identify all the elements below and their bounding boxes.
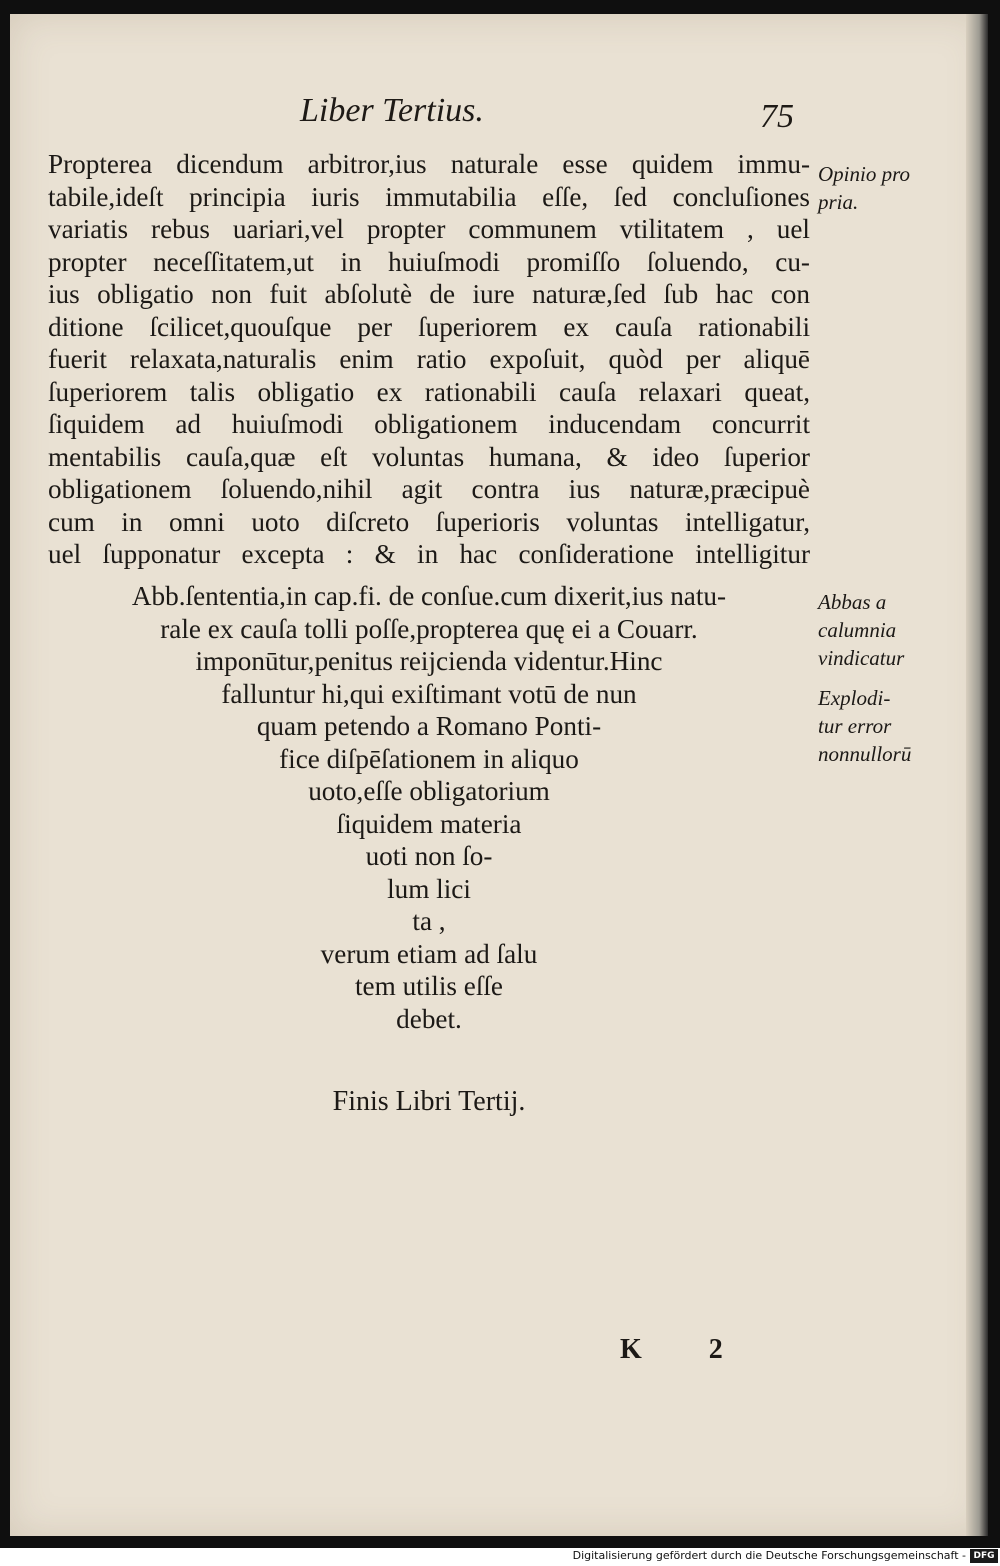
text-line: variatis rebus uariari,vel propter communem vtilitatem , uel: [48, 214, 810, 244]
taper-line: verum etiam ad ſalu: [320, 938, 538, 969]
taper-line: lum lici: [387, 873, 471, 904]
text-line: obligationem ſoluendo,nihil agit contra ius naturæ,præcipuè: [48, 474, 810, 504]
margin-note-line: vindicatur: [818, 646, 905, 670]
dfg-logo: DFG: [970, 1549, 998, 1563]
text-line: fuerit relaxata,naturalis enim ratio expoſuit, quòd per aliquē: [48, 344, 810, 374]
finis-line: Finis Libri Tertij.: [332, 1086, 526, 1117]
taper-line: ta ,: [412, 906, 446, 936]
page-edge: [966, 14, 988, 1536]
digitization-credit: Digitalisierung gefördert durch die Deutsche Forschungsgemeinschaft -: [572, 1549, 966, 1562]
taper-line: rale ex cauſa tolli poſſe,propterea quę ei a Couarr.: [160, 613, 698, 644]
taper-line: falluntur hi,qui exiſtimant votū de nun: [221, 678, 637, 709]
tapered-text-block: [48, 580, 810, 1035]
taper-line: ſiquidem materia: [336, 808, 522, 839]
text-line: ditione ſcilicet,quouſque per ſuperiorem ex cauſa rationabili: [48, 311, 810, 342]
taper-line: imponūtur,penitus reijcienda videntur.Hinc: [195, 646, 663, 676]
taper-line: tem utilis eſſe: [355, 971, 503, 1001]
margin-note-line: Abbas a: [818, 590, 887, 614]
margin-note-line: Explodi-: [818, 686, 891, 710]
page-number: 75: [760, 98, 794, 135]
text-line: tabile,ideſt principia iuris immutabilia eſſe, ſed concluſiones: [48, 181, 810, 212]
taper-line: uoti non ſo-: [365, 841, 493, 871]
text-line: ſuperiorem talis obligatio ex rationabili cauſa relaxari queat,: [48, 376, 810, 407]
running-head: Liber Tertius.: [300, 92, 484, 129]
taper-line: debet.: [396, 1003, 462, 1034]
signature-mark: K 2: [620, 1334, 753, 1365]
margin-note-line: nonnullorū: [818, 742, 912, 766]
text-line: Propterea dicendum arbitror,ius naturale esse quidem immu-: [48, 149, 810, 179]
body-text-block: [48, 148, 810, 571]
margin-note-line: tur error: [818, 714, 892, 738]
taper-line: Abb.ſententia,in cap.fi. de conſue.cum dixerit,ius natu-: [131, 581, 727, 611]
margin-note-explodi: [818, 684, 958, 768]
taper-line: fice diſpēſationem in aliquo: [279, 743, 579, 774]
margin-note-abbas: [818, 588, 958, 672]
text-line: propter neceſſitatem,ut in huiuſmodi promiſſo ſoluendo, cu-: [48, 246, 810, 277]
text-line: mentabilis cauſa,quæ eſt voluntas humana, & ideo ſuperior: [48, 441, 810, 472]
text-line: uel ſupponatur excepta : & in hac conſideratione intelligitur: [48, 539, 810, 569]
taper-line: uoto,eſſe obligatorium: [308, 776, 550, 806]
text-line: ius obligatio non fuit abſolutè de iure naturæ,ſed ſub hac con: [48, 279, 810, 309]
margin-note-line: calumnia: [818, 618, 897, 642]
text-line: ſiquidem ad huiuſmodi obligationem inducendam concurrit: [48, 409, 810, 439]
margin-note-line: pria.: [818, 190, 859, 214]
margin-note-line: Opinio pro: [818, 162, 910, 186]
text-line: cum in omni uoto diſcreto ſuperioris voluntas intelligatur,: [48, 506, 810, 537]
margin-note-opinio: [818, 160, 958, 216]
taper-line: quam petendo a Romano Ponti-: [256, 711, 602, 741]
